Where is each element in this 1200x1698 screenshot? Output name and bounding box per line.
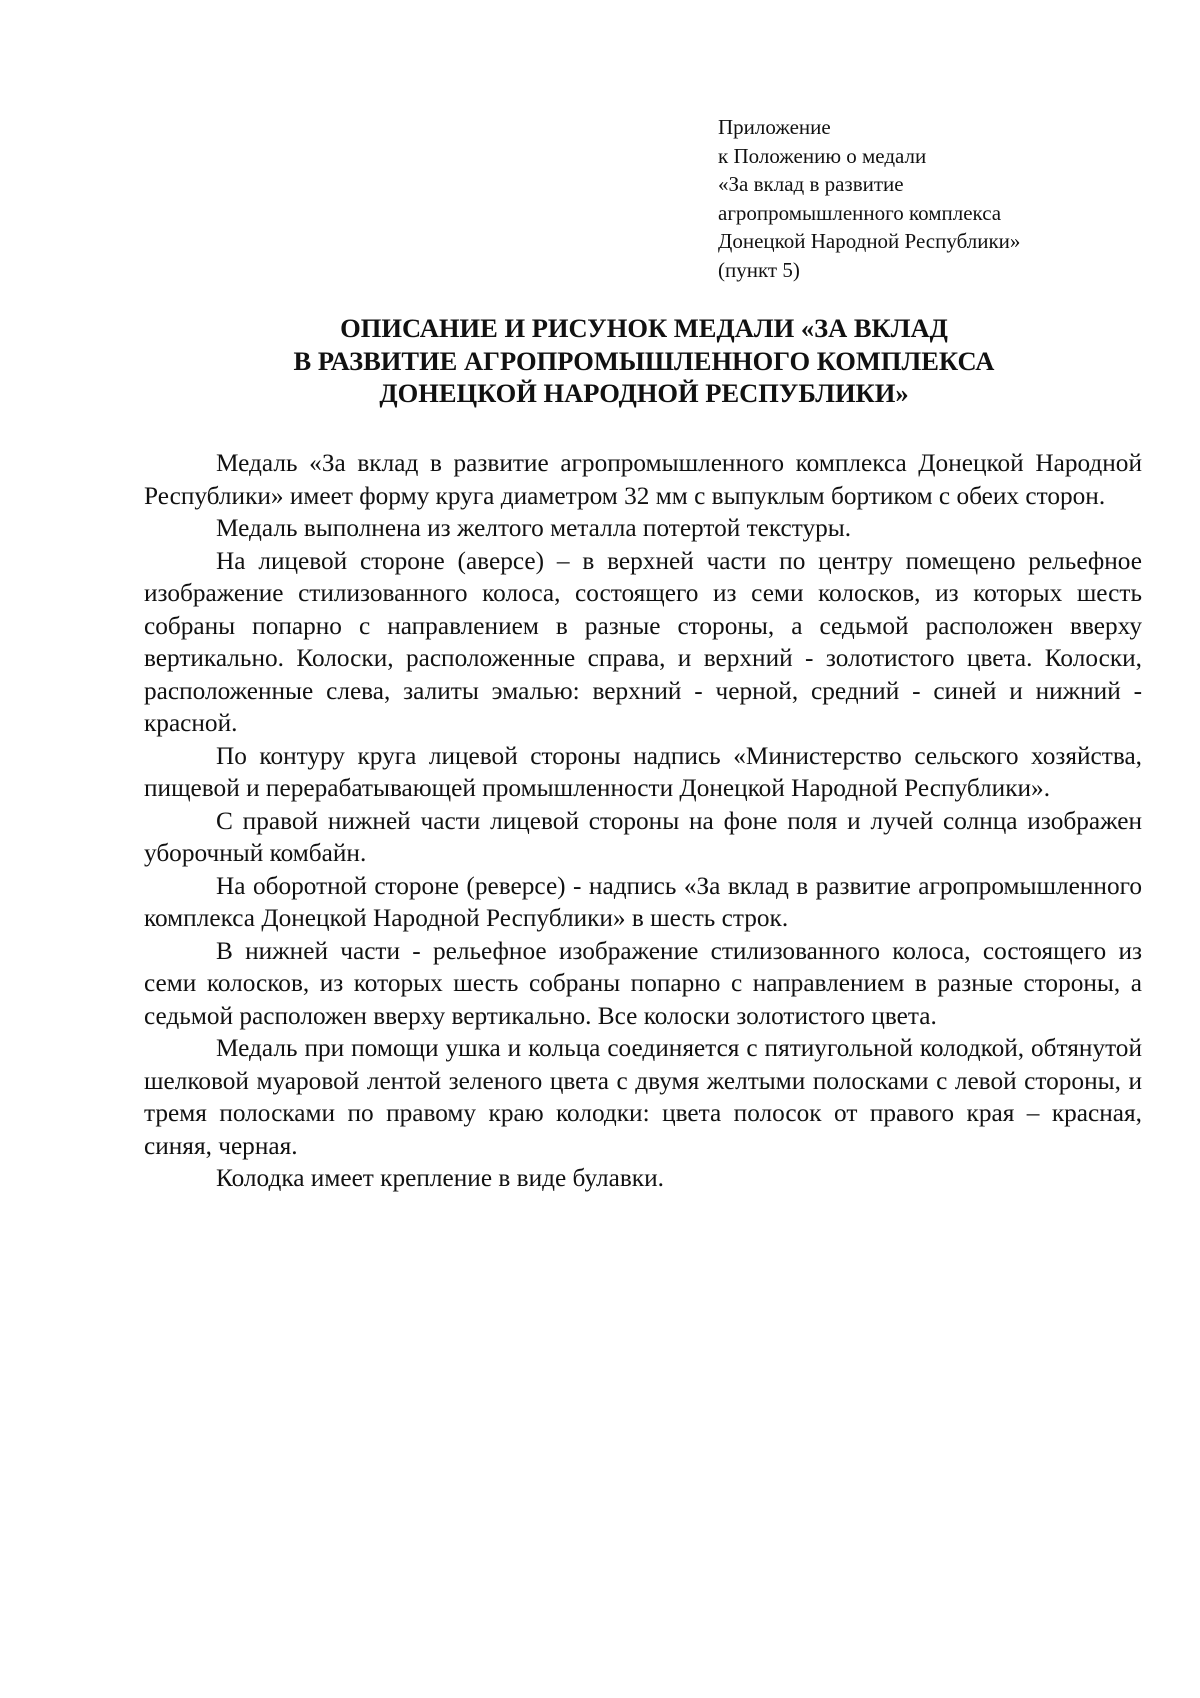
title-line: ОПИСАНИЕ И РИСУНОК МЕДАЛИ «ЗА ВКЛАД (340, 313, 948, 343)
appendix-line: Донецкой Народной Республики» (718, 229, 1021, 253)
paragraph-obverse-ear: На лицевой стороне (аверсе) – в верхней части по центру помещено рельефное изображение стилизованного колоса, состоящего из семи колосков, из которых шесть собраны попарно с направлением в разные стороны, а седьмой расположен вверху вертикально. Колоски, расположенные справа, и верхний - золотистого цвета. Колоски, расположенные слева, залиты эмалью: верхний - черной, средний - синей и нижний - красной. (144, 546, 1142, 737)
paragraph-material: Медаль выполнена из желтого металла потертой текстуры. (216, 514, 852, 542)
paragraph-reverse-inscription: На оборотной стороне (реверсе) - надпись «За вклад в развитие агропромышленного комплекса Донецкой Народной Республики» в шесть строк. (144, 871, 1142, 932)
document-title (144, 312, 1144, 410)
appendix-line: (пункт 5) (718, 257, 800, 282)
appendix-line: агропромышленного комплекса (718, 200, 1002, 225)
appendix-line: «За вклад в развитие (718, 172, 904, 196)
paragraph-combine: С правой нижней части лицевой стороны на фоне поля и лучей солнца изображен уборочный комбайн. (144, 806, 1142, 867)
paragraph-fastening: Колодка имеет крепление в виде булавки. (216, 1164, 664, 1192)
paragraph-obverse-inscription: По контуру круга лицевой стороны надпись «Министерство сельского хозяйства, пищевой и перерабатывающей промышленности Донецкой Народной Республики». (144, 741, 1142, 802)
title-line: ДОНЕЦКОЙ НАРОДНОЙ РЕСПУБЛИКИ» (379, 378, 909, 408)
paragraph-medal-shape: Медаль «За вклад в развитие агропромышленного комплекса Донецкой Народной Республики» имеет форму круга диаметром 32 мм с выпуклым бортиком с обеих сторон. (144, 449, 1142, 510)
appendix-header (718, 113, 1138, 284)
appendix-line: к Положению о медали (718, 143, 927, 168)
paragraph-reverse-ear: В нижней части - рельефное изображение стилизованного колоса, состоящего из семи колосков, из которых шесть собраны попарно с направлением в разные стороны, а седьмой расположен вверху вертикально. Все колоски золотистого цвета. (144, 936, 1142, 1030)
appendix-line: Приложение (718, 115, 831, 139)
paragraph-ribbon: Медаль при помощи ушка и кольца соединяется с пятиугольной колодкой, обтянутой шелковой муаровой лентой зеленого цвета с двумя желтыми полосками с левой стороны, и тремя полосками по правому краю колодки: цвета полосок от правого края – красная, синяя, черная. (144, 1034, 1142, 1160)
document-body (144, 447, 1142, 1195)
title-line: В РАЗВИТИЕ АГРОПРОМЫШЛЕННОГО КОМПЛЕКСА (293, 345, 995, 376)
